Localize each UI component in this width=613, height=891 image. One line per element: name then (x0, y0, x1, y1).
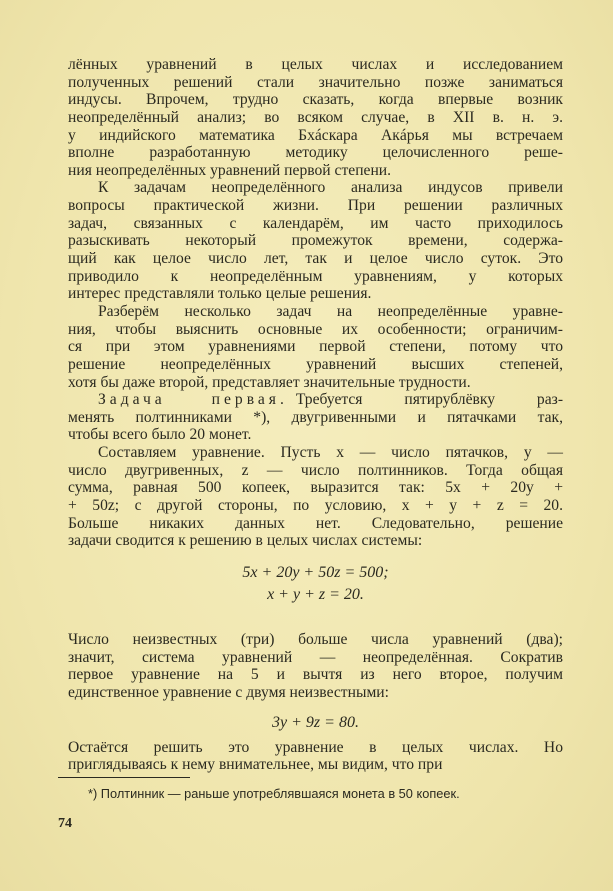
text-line: приводило к неопределённым уравнениям, у которых (68, 267, 563, 285)
equation: 5x + 20y + 50z = 500; (242, 563, 389, 581)
text-line: Больше никаких данных нет. Следовательно, решение (68, 514, 563, 532)
text-line: индусы. Впрочем, трудно сказать, когда впервые возник (68, 91, 563, 109)
text-line: хотя бы даже второй, представляет значительные трудности. (68, 373, 471, 391)
text-line: + 50z; с другой стороны, по условию, x + y + z = 20. (68, 497, 563, 515)
equation: x + y + z = 20. (267, 585, 364, 603)
task-heading: Задача первая. (98, 391, 288, 409)
page-number: 74 (58, 815, 72, 831)
text-line (68, 391, 563, 409)
text-line: К задачам неопределённого анализа индусов привели (98, 179, 563, 197)
text-line: неопределённый анализ; во всяком случае, в XII в. н. э. (68, 108, 563, 126)
text-line: решение неопределённых уравнений высших степеней, (68, 355, 563, 373)
text-line: Остаётся решить это уравнение в целых числах. Но (68, 738, 563, 756)
text-line: Число неизвестных (три) больше числа уравнений (два); (68, 630, 563, 648)
text-line: единственное уравнение с двумя неизвестными: (68, 683, 389, 701)
text-line: ния неопределённых уравнений первой степени. (68, 161, 392, 179)
text-line: первое уравнение на 5 и вычтя из него второе, получим (68, 666, 563, 684)
paragraph (68, 303, 563, 391)
book-page (58, 56, 564, 832)
text-line: лённых уравнений в целых числах и исследованием (68, 56, 563, 73)
text-line: ся при этом уравнениями первой степени, потому что (68, 338, 563, 356)
paragraph (68, 179, 563, 302)
after-system-paragraph (68, 631, 563, 702)
text-line: число двугривенных, z — число полтинников. Тогда общая (68, 461, 563, 479)
footnote: *) Полтинник — раньше употреблявшаяся монета в 50 копеек. (88, 785, 460, 801)
body-text (68, 56, 563, 391)
text-line: ния, чтобы выяснить основные их особенности; ограничим- (68, 320, 563, 338)
paragraph (68, 56, 563, 179)
text-line: интерес представляли только целые решения. (68, 285, 372, 303)
text-line: менять полтинниками *), двугривенными и пятачками так, (68, 408, 563, 426)
text-line: вполне разработанную методику целочисленного реше- (68, 144, 563, 162)
text-line: задачи сводится к решению в целых числах системы: (68, 532, 423, 550)
text-line: значит, система уравнений — неопределённая. Сократив (68, 648, 563, 666)
text-line: Разберём несколько задач на неопределённые уравне- (98, 302, 563, 320)
closing-paragraph (68, 739, 563, 774)
text-line: чтобы всего было 20 монет. (68, 426, 252, 444)
text-line: сумма, равная 500 копеек, выразится так: 5x + 20y + (68, 479, 563, 497)
task-paragraph (68, 391, 563, 444)
footnote-rule (58, 777, 190, 778)
text-line: щий как целое число лет, так и целое число суток. Это (68, 250, 563, 268)
text-line: приглядываясь к нему внимательнее, мы видим, что при (68, 756, 443, 774)
text-line: Составляем уравнение. Пусть x — число пятачков, y — (98, 444, 563, 462)
text-line: полученных решений стали значительно позже заниматься (68, 73, 563, 91)
reduced-equation: 3y + 9z = 80. (272, 713, 359, 731)
text-line: задач, связанных с календарём, им часто приходилось (68, 214, 563, 232)
text-line-rest: Требуется пятирублёвку раз- (295, 391, 564, 409)
setup-paragraph (68, 444, 563, 550)
text-line: вопросы практической жизни. При решении различных (68, 197, 563, 215)
text-line: у индийского математика Бхáскара Акáрья мы встречаем (68, 126, 563, 144)
text-line: разыскивать некоторый промежуток времени, содержа- (68, 232, 563, 250)
